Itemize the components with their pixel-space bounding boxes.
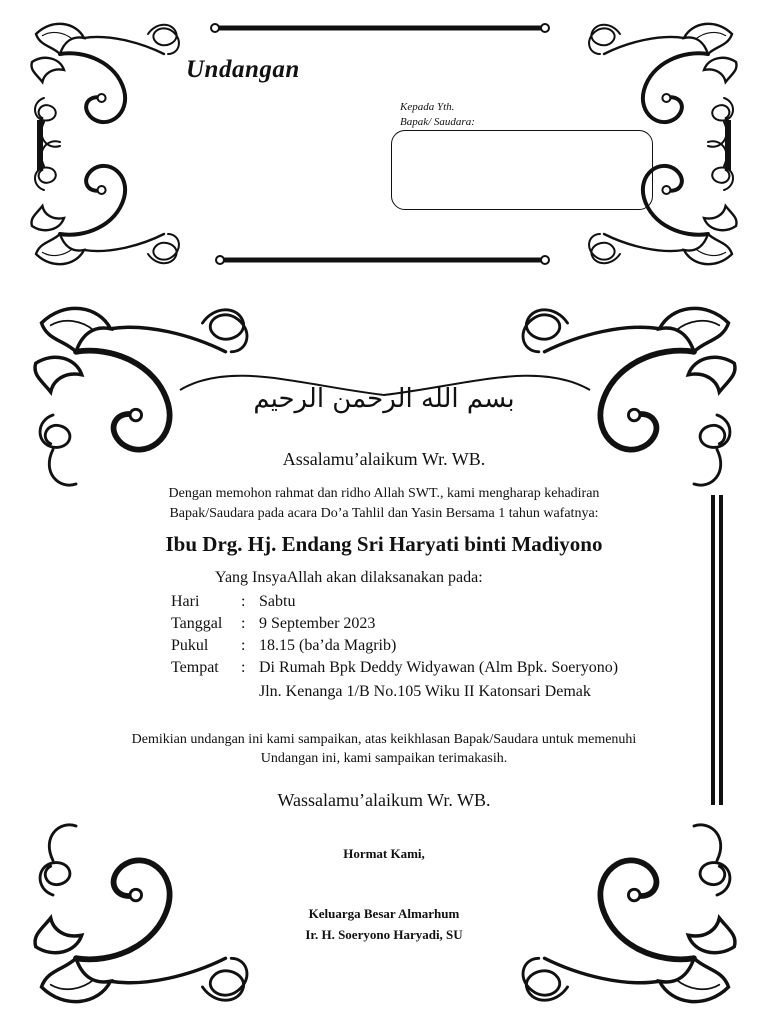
deceased-name: Ibu Drg. Hj. Endang Sri Haryati binti Madiyono: [165, 532, 603, 556]
opening-greeting: Assalamu’alaikum Wr. WB.: [282, 449, 486, 469]
detail-row-day: [171, 593, 711, 613]
detail-colon: :: [241, 615, 246, 632]
event-details: [171, 593, 711, 713]
address-continued: Jln. Kenanga 1/B No.105 Wiku II Katonsari Demak: [259, 683, 591, 700]
detail-label: Pukul: [171, 637, 209, 654]
detail-row-address: [171, 683, 711, 703]
detail-label: Hari: [171, 593, 200, 610]
sender-line-2: Ir. H. Soeryono Haryadi, SU: [305, 927, 463, 942]
detail-colon: :: [241, 659, 246, 676]
detail-label: Tempat: [171, 659, 219, 676]
detail-row-date: [171, 615, 711, 635]
detail-value: 9 September 2023: [259, 615, 376, 632]
addressee-box: [391, 130, 653, 210]
intro-line-1: Dengan memohon rahmat dan ridho Allah SWT., kami mengharap kehadiran: [168, 486, 600, 501]
detail-value: Sabtu: [259, 593, 296, 610]
closing-greeting: Wassalamu’alaikum Wr. WB.: [277, 790, 491, 810]
detail-row-time: [171, 637, 711, 657]
schedule-intro: Yang InsyaAllah akan dilaksanakan pada:: [215, 569, 483, 586]
sender-line-1: Keluarga Besar Almarhum: [308, 906, 460, 921]
bismillah-calligraphy: بسم الله الرحمن الرحيم: [253, 384, 515, 414]
detail-value: 18.15 (ba’da Magrib): [259, 637, 397, 654]
addressee-label: Kepada Yth.: [400, 101, 455, 113]
detail-value: Di Rumah Bpk Deddy Widyawan (Alm Bpk. Soeryono): [259, 659, 619, 676]
closing-line-2: Undangan ini, kami sampaikan terimakasih.: [260, 751, 508, 766]
cover-title: Undangan: [186, 56, 300, 83]
regards: Hormat Kami,: [343, 846, 425, 861]
closing-line-1: Demikian undangan ini kami sampaikan, atas keikhlasan Bapak/Saudara untuk memenuhi: [131, 732, 637, 747]
intro-line-2: Bapak/Saudara pada acara Do’a Tahlil dan Yasin Bersama 1 tahun wafatnya:: [169, 506, 599, 521]
detail-colon: :: [241, 593, 246, 610]
detail-colon: :: [241, 637, 246, 654]
detail-label: Tanggal: [171, 615, 223, 632]
addressee-sublabel: Bapak/ Saudara:: [400, 116, 475, 128]
detail-row-place: [171, 659, 711, 679]
